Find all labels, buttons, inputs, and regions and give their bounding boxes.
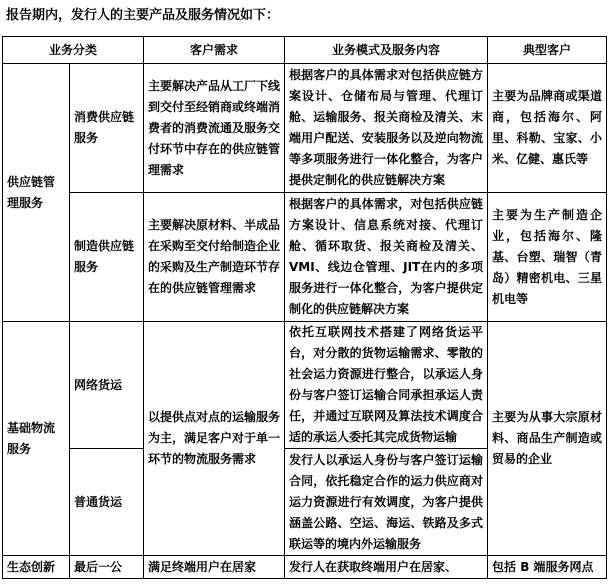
products-services-table bbox=[2, 36, 607, 579]
category-logistics: 基础物流服务 bbox=[3, 322, 70, 556]
table-row bbox=[3, 556, 607, 579]
subcategory-cell: 制造供应链服务 bbox=[70, 193, 144, 322]
customer-need-cell: 主要解决产品从工厂下线到交付至经销商或终端消费者的消费流通及服务交付环节中存在的供应链管理需求 bbox=[144, 64, 285, 193]
header-business-category: 业务分类 bbox=[3, 37, 144, 64]
table-row bbox=[3, 64, 607, 193]
table-row bbox=[3, 193, 607, 322]
typical-clients-text: 包括 B 端服务网点 bbox=[492, 559, 594, 574]
subcategory-cell: 普通货运 bbox=[70, 449, 144, 556]
subcategory-cell bbox=[70, 556, 144, 579]
header-typical-clients: 典型客户 bbox=[488, 37, 607, 64]
typical-clients-cell bbox=[488, 556, 607, 579]
table-row bbox=[3, 322, 607, 449]
intro-text: 报告期内，发行人的主要产品及服务情况如下： bbox=[6, 8, 280, 23]
subcategory-cell: 消费供应链服务 bbox=[70, 64, 144, 193]
header-business-model: 业务模式及服务内容 bbox=[285, 37, 488, 64]
business-model-cell: 根据客户的具体需求对包括供应链方案设计、仓储布局与管理、代理订舱、运输服务、报关商检及清关、末端用户配送、安装服务以及逆向物流等多项服务进行一体化整合，为客户提供定制化的供应链解决方案 bbox=[285, 64, 488, 193]
subcategory-cell: 网络货运 bbox=[70, 322, 144, 449]
customer-need-cell bbox=[144, 556, 285, 579]
typical-clients-cell: 主要为品牌商或渠道商，包括海尔、阿里、科勒、宝家、小米、亿健、惠氏等 bbox=[488, 64, 607, 193]
typical-clients-cell: 主要为生产制造企业，包括海尔、隆基、台塑、瑞智（青岛）精密机电、三星机电等 bbox=[488, 193, 607, 322]
business-model-cell bbox=[285, 556, 488, 579]
category-ecosystem-label: 生态创新 bbox=[7, 559, 56, 574]
customer-need-cell: 以提供点对点的运输服务为主，满足客户对于单一环节的物流服务需求 bbox=[144, 322, 285, 556]
customer-need-text: 满足终端用户在居家 bbox=[148, 559, 257, 574]
header-customer-needs: 客户需求 bbox=[144, 37, 285, 64]
business-model-cell: 依托互联网技术搭建了网络货运平台，对分散的货物运输需求、零散的社会运力资源进行整合，以承运人身份与客户签订运输合同承担承运人责任，并通过互联网及算法技术调度合适的承运人委托其完成货物运输 bbox=[285, 322, 488, 449]
business-model-cell: 发行人以承运人身份与客户签订运输合同，依托稳定合作的运力供应商对运力资源进行有效调度，为客户提供涵盖公路、空运、海运、铁路及多式联运等的境内外运输服务 bbox=[285, 449, 488, 556]
customer-need-cell: 主要解决原材料、半成品在采购至交付给制造企业的采购及生产制造环节存在的供应链管理需求 bbox=[144, 193, 285, 322]
table-header-row bbox=[3, 37, 607, 64]
category-ecosystem bbox=[3, 556, 70, 579]
subcategory-label: 最后一公 bbox=[74, 559, 123, 574]
category-supply-chain: 供应链管理服务 bbox=[3, 64, 70, 322]
typical-clients-cell: 主要为从事大宗原材料、商品生产制造或贸易的企业 bbox=[488, 322, 607, 556]
business-model-text: 发行人在获取终端用户在居家、 bbox=[289, 559, 458, 574]
business-model-cell: 根据客户的具体需求，对包括供应链方案设计、信息系统对接、代理订舱、循环取货、报关商检及清关、VMI、线边仓管理、JIT在内的多项服务进行一体化整合，为客户提供定制化的供应链解决方案 bbox=[285, 193, 488, 322]
